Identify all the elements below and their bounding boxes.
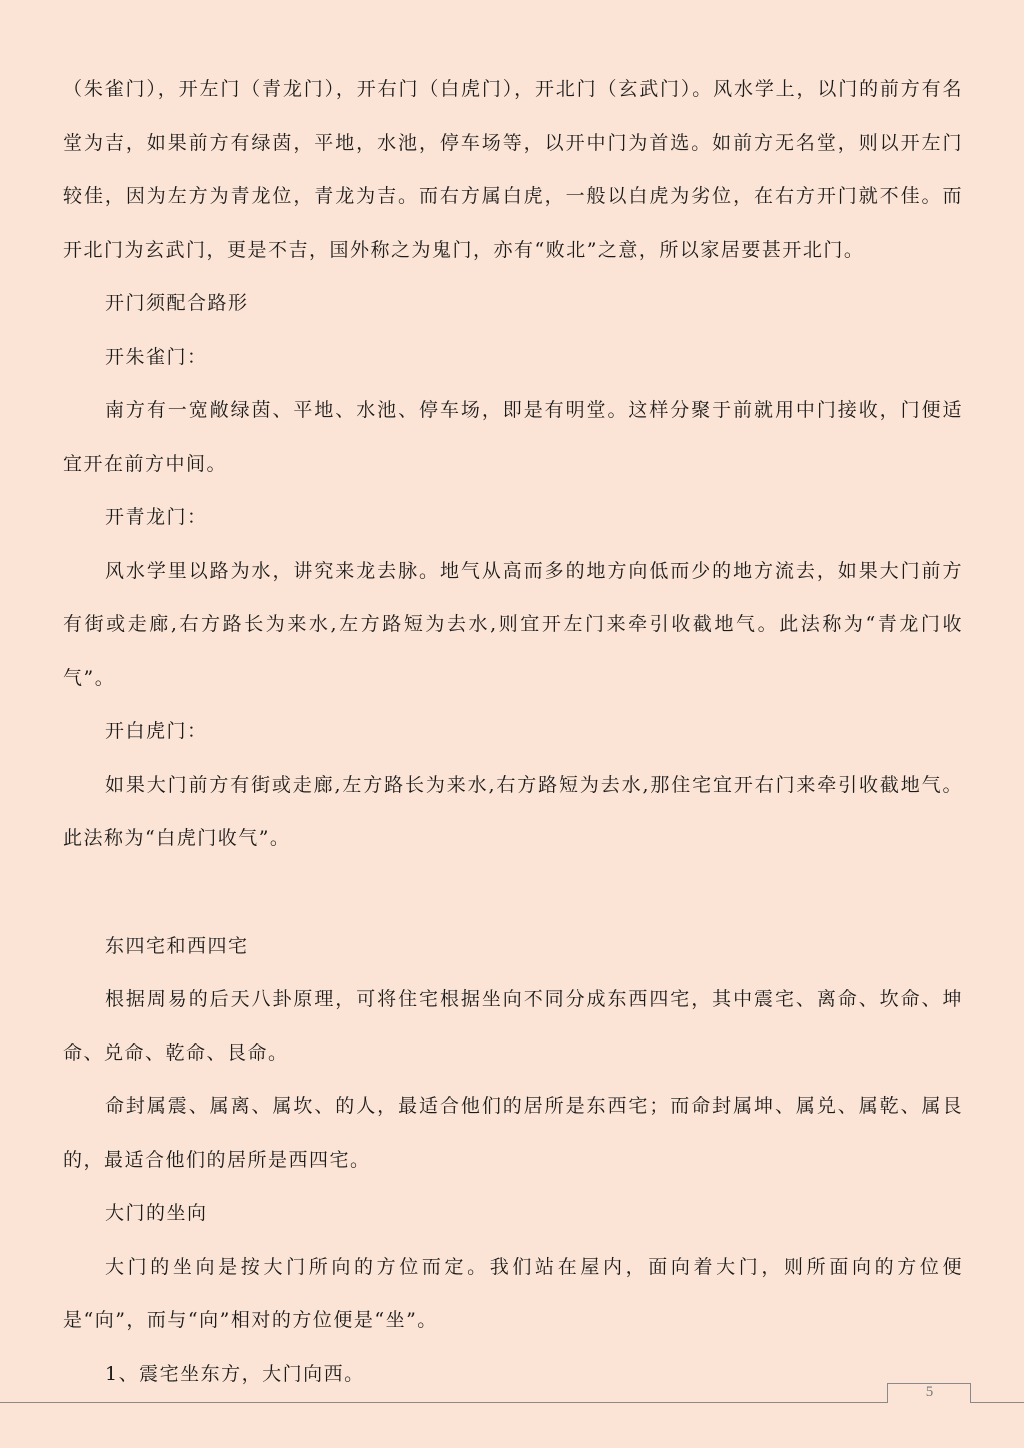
heading-east-west-houses: 东四宅和西四宅	[105, 934, 249, 957]
heading-baihu-door: 开白虎门：	[105, 720, 208, 742]
page-body	[63, 63, 963, 1401]
footer-divider	[0, 1402, 1024, 1403]
paragraph-bagua-principle: 根据周易的后天八卦原理，可将住宅根据坐向不同分成东西四宅，其中震宅、离命、坎命、坤命、兑命、乾命、艮命。	[63, 988, 963, 1064]
heading-zhuque-door: 开朱雀门：	[105, 345, 208, 368]
paragraph-door-orientation: 大门的坐向是按大门所向的方位而定。我们站在屋内，面向着大门，则所面向的方位便是“向”，而与“向”相对的方位便是“坐”。	[63, 1255, 963, 1331]
heading-door-road-shape: 开门须配合路形	[105, 292, 249, 314]
page-number: 5	[925, 1384, 934, 1400]
heading-door-orientation: 大门的坐向	[105, 1202, 208, 1224]
paragraph-suitable-residence: 命封属震、属离、属坎、的人，最适合他们的居所是东西宅；而命封属坤、属兑、属乾、属艮的，最适合他们的居所是西四宅。	[63, 1095, 963, 1171]
section-spacer	[63, 866, 963, 920]
list-item-zhen-house: 1、震宅坐东方，大门向西。	[105, 1362, 365, 1385]
heading-qinglong-door: 开青龙门：	[105, 506, 208, 528]
paragraph-door-directions: （朱雀门），开左门（青龙门），开右门（白虎门），开北门（玄武门）。风水学上，以门的前方有名堂为吉，如果前方有绿茵，平地，水池，停车场等，以开中门为首选。如前方无名堂，则以开左门较佳，因为左方为青龙位，青龙为吉。而右方属白虎，一般以白虎为劣位，在右方开门就不佳。而开北门为玄武门，更是不吉，国外称之为鬼门，亦有“败北”之意，所以家居要甚开北门。	[63, 78, 963, 261]
paragraph-baihu-door: 如果大门前方有街或走廊,左方路长为来水,右方路短为去水,那住宅宜开右门来牵引收截地气。此法称为“白虎门收气”。	[63, 773, 963, 849]
paragraph-zhuque-door: 南方有一宽敞绿茵、平地、水池、停车场，即是有明堂。这样分聚于前就用中门接收，门便适宜开在前方中间。	[63, 399, 963, 475]
paragraph-qinglong-door: 风水学里以路为水，讲究来龙去脉。地气从高而多的地方向低而少的地方流去，如果大门前方有街或走廊,右方路长为来水,左方路短为去水,则宜开左门来牵引收截地气。此法称为“青龙门收气”。	[63, 559, 963, 689]
